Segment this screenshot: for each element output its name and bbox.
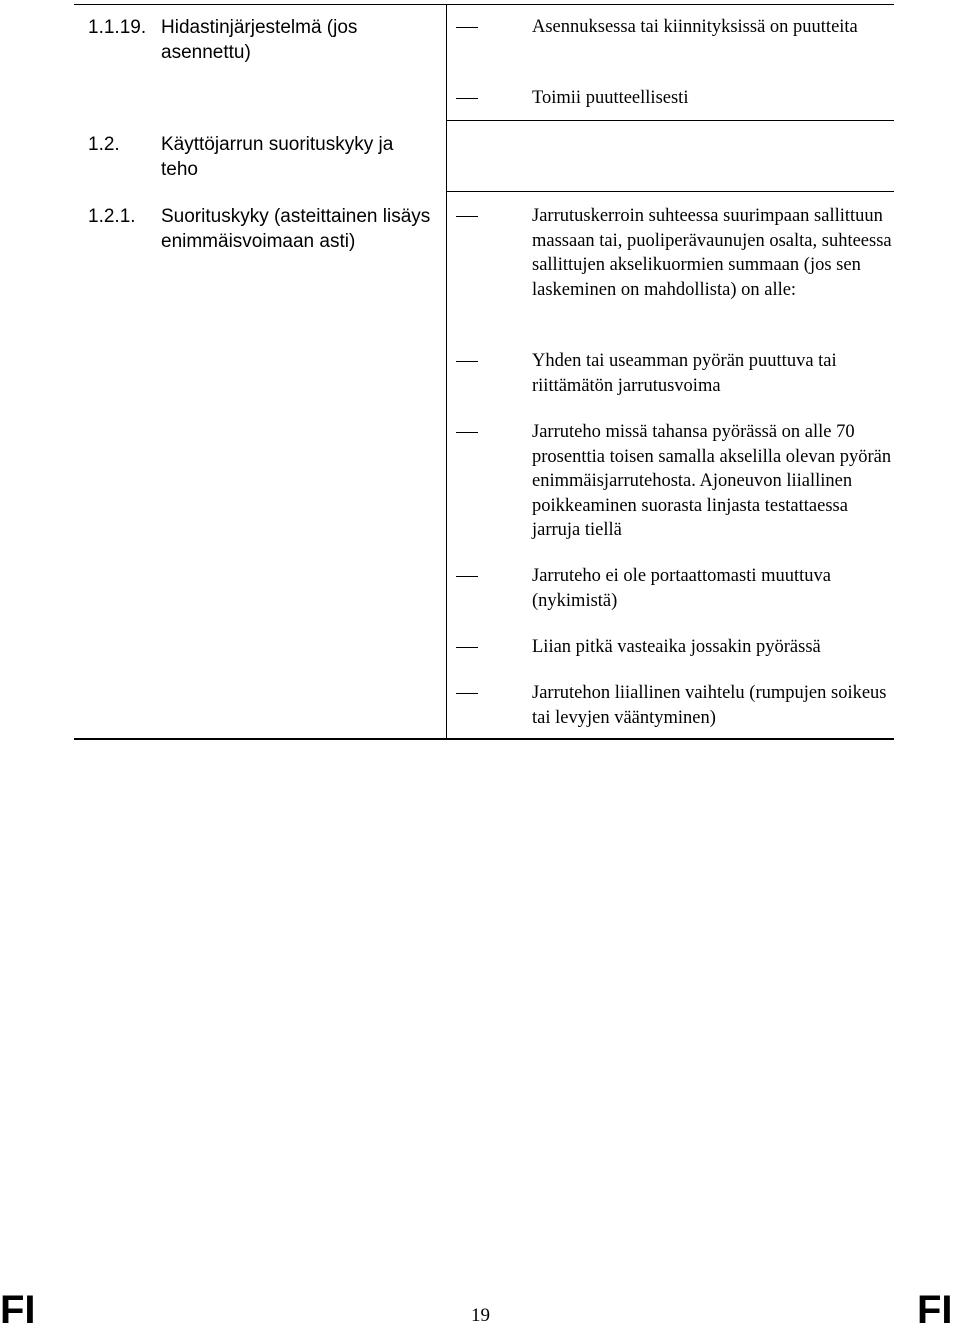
section-number: 1.1.19. — [88, 17, 147, 38]
page-number: 19 — [471, 1305, 490, 1326]
defect-text: Jarruteho ei ole portaattomasti muuttuva (nykimistä) — [532, 566, 831, 611]
defect-text: Jarrutuskerroin suhteessa suurimpaan sallittuun massaan tai, puoliperävaunujen osalta, suhteessa sallittujen akselikuormien summaan (jos sen laskeminen on mahdollista) on alle: — [532, 206, 892, 300]
footer-country-code-right: FI — [917, 1288, 953, 1332]
defect-text: Yhden tai useamman pyörän puuttuva tai riittämätön jarrutusvoima — [532, 351, 837, 396]
dash-marker — [456, 27, 478, 28]
defect-text: Jarruteho missä tahansa pyörässä on alle 70 prosenttia toisen samalla akselilla olevan pyörän enimmäisjarrutehosta. Ajoneuvon liiallinen poikkeaminen suorasta linjasta testattaessa jarruja tiellä — [532, 422, 892, 540]
dash-marker — [456, 693, 478, 694]
section-number: 1.2. — [88, 134, 120, 155]
dash-marker — [456, 98, 478, 99]
section-title: Suorituskyky (asteittainen lisäys enimmäisvoimaan asti) — [161, 206, 431, 252]
section-row-1-1-19 — [88, 15, 438, 65]
dash-marker — [456, 216, 478, 217]
dash-marker — [456, 647, 478, 648]
column-divider — [446, 4, 447, 740]
dash-marker — [456, 576, 478, 577]
defect-text: Jarrutehon liiallinen vaihtelu (rumpujen soikeus tai levyjen vääntyminen) — [532, 683, 887, 728]
dash-marker — [456, 432, 478, 433]
section-number: 1.2.1. — [88, 206, 136, 227]
section-row-1-2-1 — [88, 204, 438, 254]
row-divider — [446, 191, 894, 192]
defect-text: Toimii puutteellisesti — [532, 88, 689, 108]
footer-country-code-left: FI — [0, 1288, 36, 1332]
section-title: Käyttöjarrun suorituskyky ja teho — [161, 134, 394, 180]
section-row-1-2 — [88, 132, 438, 182]
defect-text: Liian pitkä vasteaika jossakin pyörässä — [532, 637, 821, 657]
dash-marker — [456, 361, 478, 362]
defect-text: Asennuksessa tai kiinnityksissä on puutteita — [532, 17, 858, 37]
section-title: Hidastinjärjestelmä (jos asennettu) — [161, 17, 358, 63]
row-divider — [446, 120, 894, 121]
